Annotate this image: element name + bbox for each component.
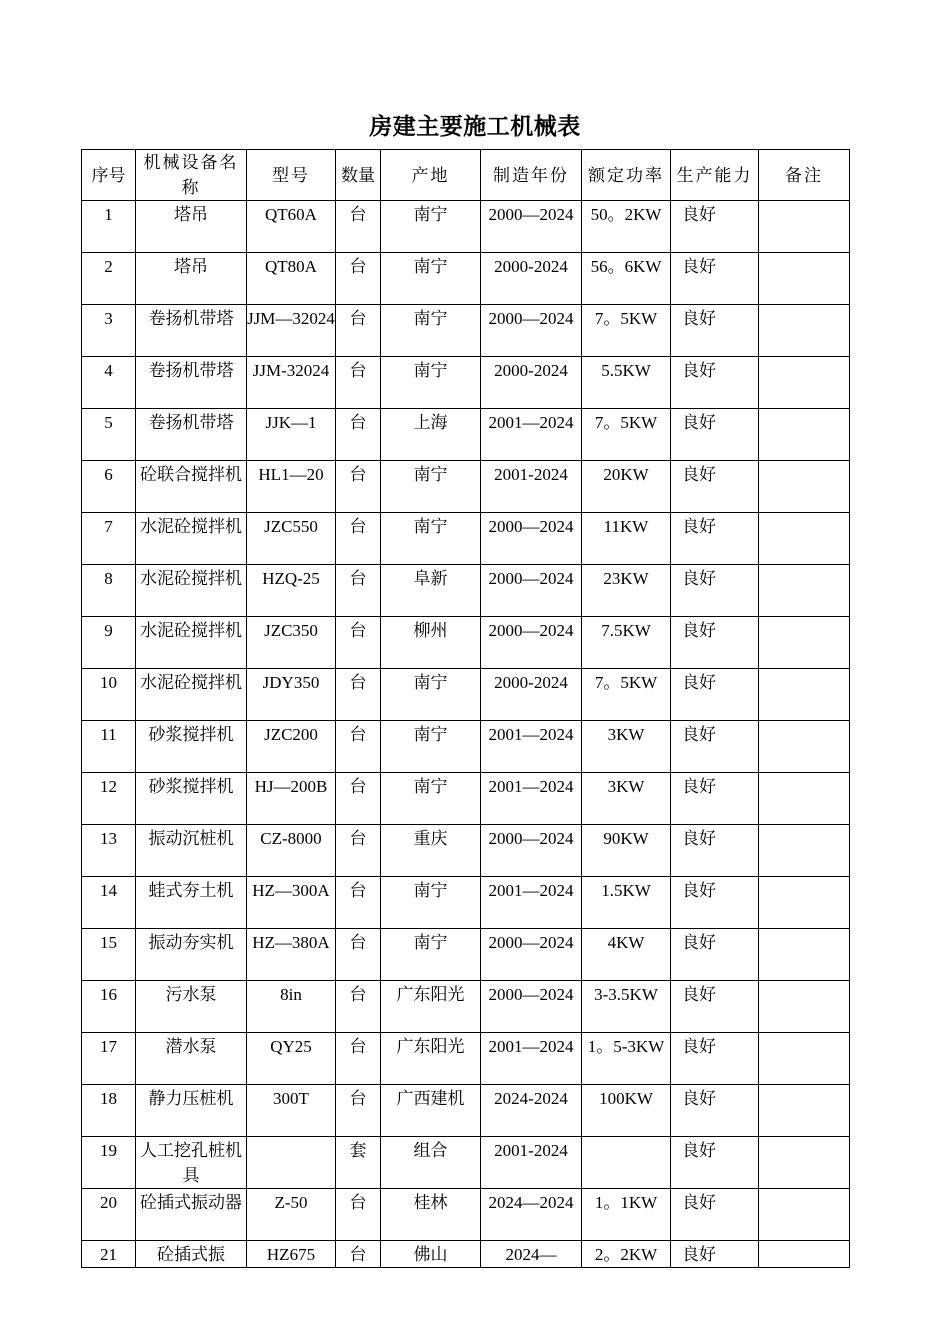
cell-model: QT60A	[247, 201, 336, 253]
cell-no: 15	[82, 929, 136, 981]
cell-remark	[759, 877, 850, 929]
cell-name: 振动夯实机	[136, 929, 247, 981]
cell-no: 7	[82, 513, 136, 565]
cell-year: 2001—2024	[481, 721, 582, 773]
cell-name: 静力压桩机	[136, 1085, 247, 1137]
cell-model: QY25	[247, 1033, 336, 1085]
cell-name: 水泥砼搅拌机	[136, 513, 247, 565]
cell-name: 卷扬机带塔	[136, 357, 247, 409]
table-row	[82, 825, 850, 877]
cell-capacity: 良好	[671, 669, 759, 721]
cell-origin: 南宁	[381, 669, 481, 721]
cell-qty: 台	[336, 773, 381, 825]
cell-capacity: 良好	[671, 461, 759, 513]
table-row	[82, 617, 850, 669]
cell-year: 2000—2024	[481, 617, 582, 669]
cell-power: 7。5KW	[582, 305, 671, 357]
cell-year: 2000-2024	[481, 253, 582, 305]
header-origin: 产地	[381, 150, 481, 201]
cell-origin: 南宁	[381, 929, 481, 981]
cell-power: 7。5KW	[582, 409, 671, 461]
table-row	[82, 1137, 850, 1189]
cell-no: 2	[82, 253, 136, 305]
cell-power: 56。6KW	[582, 253, 671, 305]
cell-qty: 台	[336, 409, 381, 461]
cell-remark	[759, 617, 850, 669]
table-row	[82, 1241, 850, 1268]
cell-qty: 台	[336, 669, 381, 721]
cell-power: 4KW	[582, 929, 671, 981]
cell-origin: 广东阳光	[381, 1033, 481, 1085]
cell-model: CZ-8000	[247, 825, 336, 877]
table-row	[82, 357, 850, 409]
cell-origin: 南宁	[381, 253, 481, 305]
cell-origin: 阜新	[381, 565, 481, 617]
table-row	[82, 877, 850, 929]
cell-model: HZ—300A	[247, 877, 336, 929]
cell-remark	[759, 773, 850, 825]
cell-name: 水泥砼搅拌机	[136, 617, 247, 669]
cell-remark	[759, 1085, 850, 1137]
cell-year: 2001-2024	[481, 1137, 582, 1189]
cell-power: 1。1KW	[582, 1189, 671, 1241]
header-power: 额定功率	[582, 150, 671, 201]
table-row	[82, 1189, 850, 1241]
cell-remark	[759, 565, 850, 617]
cell-origin: 南宁	[381, 773, 481, 825]
cell-remark	[759, 357, 850, 409]
cell-no: 19	[82, 1137, 136, 1189]
cell-capacity: 良好	[671, 1085, 759, 1137]
cell-year: 2000-2024	[481, 669, 582, 721]
cell-qty: 台	[336, 461, 381, 513]
cell-capacity: 良好	[671, 721, 759, 773]
page-title: 房建主要施工机械表	[369, 114, 581, 139]
cell-origin: 桂林	[381, 1189, 481, 1241]
cell-model: 8in	[247, 981, 336, 1033]
cell-remark	[759, 1137, 850, 1189]
cell-no: 14	[82, 877, 136, 929]
cell-origin: 广东阳光	[381, 981, 481, 1033]
cell-origin: 柳州	[381, 617, 481, 669]
cell-name: 塔吊	[136, 253, 247, 305]
machinery-table	[81, 149, 850, 1268]
table-row	[82, 669, 850, 721]
cell-power: 7。5KW	[582, 669, 671, 721]
cell-capacity: 良好	[671, 357, 759, 409]
cell-power: 3KW	[582, 721, 671, 773]
header-year: 制造年份	[481, 150, 582, 201]
cell-capacity: 良好	[671, 409, 759, 461]
header-remark: 备注	[759, 150, 850, 201]
cell-no: 3	[82, 305, 136, 357]
cell-origin: 南宁	[381, 513, 481, 565]
cell-qty: 台	[336, 1241, 381, 1268]
cell-origin: 南宁	[381, 877, 481, 929]
table-body	[82, 201, 850, 1268]
cell-remark	[759, 721, 850, 773]
cell-name: 潜水泵	[136, 1033, 247, 1085]
cell-capacity: 良好	[671, 981, 759, 1033]
cell-power: 20KW	[582, 461, 671, 513]
cell-remark	[759, 981, 850, 1033]
cell-year: 2001—2024	[481, 773, 582, 825]
cell-name: 水泥砼搅拌机	[136, 565, 247, 617]
cell-remark	[759, 513, 850, 565]
table-row	[82, 929, 850, 981]
cell-model: HZ—380A	[247, 929, 336, 981]
cell-origin: 南宁	[381, 721, 481, 773]
cell-qty: 台	[336, 253, 381, 305]
cell-qty: 台	[336, 201, 381, 253]
cell-capacity: 良好	[671, 929, 759, 981]
cell-year: 2000—2024	[481, 513, 582, 565]
cell-name: 卷扬机带塔	[136, 409, 247, 461]
cell-qty: 台	[336, 305, 381, 357]
cell-model: JZC550	[247, 513, 336, 565]
cell-no: 17	[82, 1033, 136, 1085]
cell-qty: 台	[336, 1189, 381, 1241]
cell-year: 2001—2024	[481, 877, 582, 929]
cell-name: 污水泵	[136, 981, 247, 1033]
cell-year: 2001—2024	[481, 1033, 582, 1085]
cell-remark	[759, 929, 850, 981]
table-row	[82, 513, 850, 565]
cell-year: 2000—2024	[481, 565, 582, 617]
cell-capacity: 良好	[671, 305, 759, 357]
header-name: 机械设备名称	[136, 150, 247, 201]
cell-model: JJM-32024	[247, 357, 336, 409]
table-row	[82, 305, 850, 357]
cell-name: 砼插式振	[136, 1241, 247, 1268]
cell-year: 2024-2024	[481, 1085, 582, 1137]
cell-name: 砂浆搅拌机	[136, 773, 247, 825]
cell-year: 2000—2024	[481, 305, 582, 357]
cell-origin: 南宁	[381, 305, 481, 357]
cell-origin: 上海	[381, 409, 481, 461]
cell-year: 2000—2024	[481, 929, 582, 981]
table-row	[82, 565, 850, 617]
cell-power: 3KW	[582, 773, 671, 825]
header-model: 型号	[247, 150, 336, 201]
cell-power: 1。5-3KW	[582, 1033, 671, 1085]
cell-model: QT80A	[247, 253, 336, 305]
header-capacity: 生产能力	[671, 150, 759, 201]
cell-power: 7.5KW	[582, 617, 671, 669]
cell-model: HZQ-25	[247, 565, 336, 617]
cell-qty: 台	[336, 617, 381, 669]
cell-capacity: 良好	[671, 877, 759, 929]
cell-remark	[759, 1033, 850, 1085]
cell-model: HZ675	[247, 1241, 336, 1268]
cell-qty: 台	[336, 981, 381, 1033]
cell-capacity: 良好	[671, 513, 759, 565]
cell-capacity: 良好	[671, 565, 759, 617]
cell-remark	[759, 825, 850, 877]
cell-model: 300T	[247, 1085, 336, 1137]
cell-no: 20	[82, 1189, 136, 1241]
cell-power: 1.5KW	[582, 877, 671, 929]
cell-remark	[759, 669, 850, 721]
cell-model: JZC350	[247, 617, 336, 669]
cell-qty: 台	[336, 1085, 381, 1137]
cell-name: 卷扬机带塔	[136, 305, 247, 357]
cell-model: HJ—200B	[247, 773, 336, 825]
cell-power	[582, 1137, 671, 1189]
cell-capacity: 良好	[671, 1241, 759, 1268]
cell-name: 塔吊	[136, 201, 247, 253]
table-row	[82, 773, 850, 825]
cell-remark	[759, 253, 850, 305]
cell-year: 2000—2024	[481, 825, 582, 877]
cell-name: 蛙式夯土机	[136, 877, 247, 929]
table-row	[82, 981, 850, 1033]
cell-no: 8	[82, 565, 136, 617]
cell-year: 2000-2024	[481, 357, 582, 409]
cell-qty: 台	[336, 877, 381, 929]
cell-power: 23KW	[582, 565, 671, 617]
cell-year: 2000—2024	[481, 981, 582, 1033]
table-row	[82, 1033, 850, 1085]
cell-origin: 组合	[381, 1137, 481, 1189]
cell-capacity: 良好	[671, 1189, 759, 1241]
cell-remark	[759, 1189, 850, 1241]
table-header-row	[82, 150, 850, 201]
table-row	[82, 409, 850, 461]
cell-no: 10	[82, 669, 136, 721]
cell-origin: 南宁	[381, 357, 481, 409]
header-no: 序号	[82, 150, 136, 201]
cell-year: 2001—2024	[481, 409, 582, 461]
cell-power: 50。2KW	[582, 201, 671, 253]
cell-qty: 台	[336, 565, 381, 617]
cell-name: 砂浆搅拌机	[136, 721, 247, 773]
cell-year: 2024—2024	[481, 1189, 582, 1241]
cell-no: 18	[82, 1085, 136, 1137]
cell-model: JZC200	[247, 721, 336, 773]
cell-qty: 台	[336, 357, 381, 409]
cell-capacity: 良好	[671, 1137, 759, 1189]
cell-capacity: 良好	[671, 253, 759, 305]
cell-capacity: 良好	[671, 825, 759, 877]
cell-name: 砼联合搅拌机	[136, 461, 247, 513]
cell-model: JDY350	[247, 669, 336, 721]
cell-no: 4	[82, 357, 136, 409]
cell-no: 16	[82, 981, 136, 1033]
cell-model: JJK—1	[247, 409, 336, 461]
cell-remark	[759, 1241, 850, 1268]
cell-year: 2000—2024	[481, 201, 582, 253]
cell-power: 90KW	[582, 825, 671, 877]
cell-capacity: 良好	[671, 1033, 759, 1085]
table-row	[82, 721, 850, 773]
cell-no: 1	[82, 201, 136, 253]
cell-name: 砼插式振动器	[136, 1189, 247, 1241]
table-row	[82, 253, 850, 305]
cell-model	[247, 1137, 336, 1189]
cell-remark	[759, 409, 850, 461]
cell-capacity: 良好	[671, 617, 759, 669]
table-row	[82, 461, 850, 513]
cell-power: 100KW	[582, 1085, 671, 1137]
cell-year: 2001-2024	[481, 461, 582, 513]
cell-year: 2024—	[481, 1241, 582, 1268]
cell-qty: 台	[336, 513, 381, 565]
cell-no: 21	[82, 1241, 136, 1268]
cell-no: 12	[82, 773, 136, 825]
cell-no: 5	[82, 409, 136, 461]
cell-remark	[759, 305, 850, 357]
cell-model: JJM—32024	[247, 305, 336, 357]
cell-power: 3-3.5KW	[582, 981, 671, 1033]
cell-no: 9	[82, 617, 136, 669]
cell-power: 5.5KW	[582, 357, 671, 409]
cell-origin: 重庆	[381, 825, 481, 877]
cell-origin: 广西建机	[381, 1085, 481, 1137]
cell-power: 2。2KW	[582, 1241, 671, 1268]
cell-no: 6	[82, 461, 136, 513]
cell-qty: 套	[336, 1137, 381, 1189]
header-qty: 数量	[336, 150, 381, 201]
cell-origin: 南宁	[381, 461, 481, 513]
cell-origin: 南宁	[381, 201, 481, 253]
cell-origin: 佛山	[381, 1241, 481, 1268]
cell-no: 11	[82, 721, 136, 773]
cell-model: HL1—20	[247, 461, 336, 513]
cell-power: 11KW	[582, 513, 671, 565]
cell-capacity: 良好	[671, 201, 759, 253]
cell-name: 人工挖孔桩机具	[136, 1137, 247, 1189]
cell-qty: 台	[336, 929, 381, 981]
cell-model: Z-50	[247, 1189, 336, 1241]
cell-qty: 台	[336, 721, 381, 773]
table-row	[82, 201, 850, 253]
cell-no: 13	[82, 825, 136, 877]
cell-qty: 台	[336, 825, 381, 877]
cell-remark	[759, 461, 850, 513]
cell-name: 水泥砼搅拌机	[136, 669, 247, 721]
cell-qty: 台	[336, 1033, 381, 1085]
cell-name: 振动沉桩机	[136, 825, 247, 877]
cell-capacity: 良好	[671, 773, 759, 825]
cell-remark	[759, 201, 850, 253]
table-row	[82, 1085, 850, 1137]
